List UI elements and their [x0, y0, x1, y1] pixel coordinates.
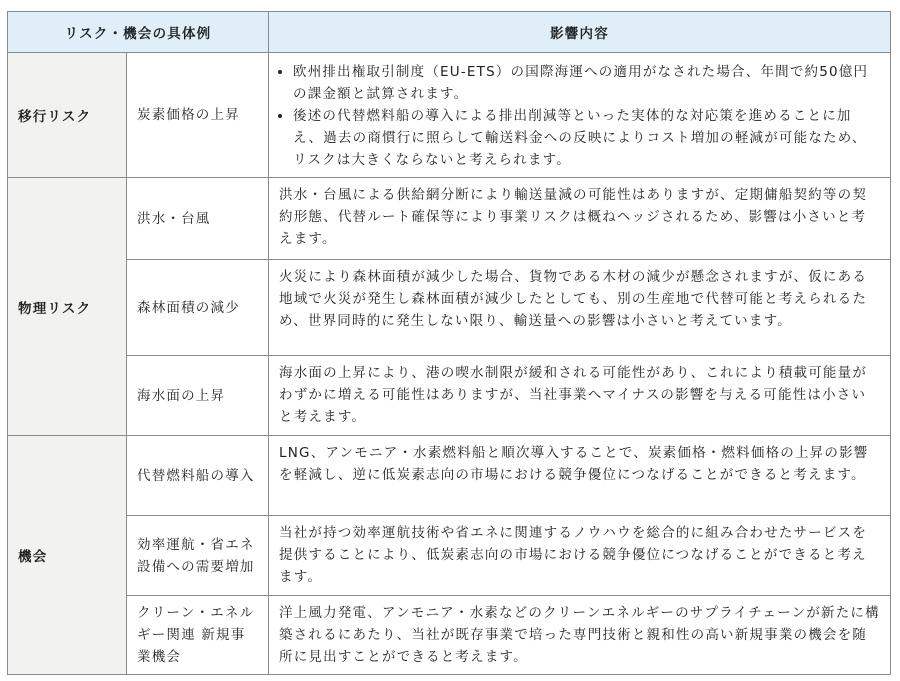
impact-text: 洪水・台風による供給網分断により輸送量減の可能性はありますが、定期傭船契約等の契約形態、代替ルート確保等により事業リスクは概ねヘッジされるため、影響は小さいと考えます。: [269, 178, 891, 260]
category-physical-risk: 物理リスク: [8, 178, 127, 436]
header-impact: 影響内容: [269, 12, 891, 53]
item-label: 森林面積の減少: [127, 260, 269, 356]
table-row: [8, 436, 891, 516]
impact-text: 火災により森林面積が減少した場合、貨物である木材の減少が懸念されますが、仮にある地域で火災が発生し森林面積が減少したとしても、別の生産地で代替可能と考えられるため、世界同時的に発生しない限り、輸送量への影響は小さいと考えています。: [269, 260, 891, 356]
item-label: 海水面の上昇: [127, 356, 269, 436]
table-row: [8, 516, 891, 596]
category-transition-risk: 移行リスク: [8, 53, 127, 178]
impact-bullet-list: [279, 61, 880, 171]
table-row: [8, 596, 891, 675]
table-header-row: [8, 12, 891, 53]
impact-text: LNG、アンモニア・水素燃料船と順次導入することで、炭素価格・燃料価格の上昇の影響を軽減し、逆に低炭素志向の市場における競争優位につなげることができると考えます。: [269, 436, 891, 516]
item-label: 炭素価格の上昇: [127, 53, 269, 178]
table-row: [8, 178, 891, 260]
table-row: [8, 260, 891, 356]
header-examples: リスク・機会の具体例: [8, 12, 269, 53]
impact-bullet: • 欧州排出権取引制度（EU-ETS）の国際海運への適用がなされた場合、年間で約50億円の課金額と試算されます。: [293, 61, 880, 105]
category-opportunity: 機会: [8, 436, 127, 675]
table-row: [8, 53, 891, 178]
table-row: [8, 356, 891, 436]
risk-opportunity-table: [7, 11, 891, 675]
impact-bullet: • 後述の代替燃料船の導入による排出削減等といった実体的な対応策を進めることに加え、過去の商慣行に照らして輸送料金への反映によりコスト増加の軽減が可能なため、リスクは大きくならないと考えられます。: [293, 105, 880, 171]
impact-text: 当社が持つ効率運航技術や省エネに関連するノウハウを総合的に組み合わせたサービスを提供することにより、低炭素志向の市場における競争優位につなげることができると考えます。: [269, 516, 891, 596]
impact-text: [269, 53, 891, 178]
impact-text: 洋上風力発電、アンモニア・水素などのクリーンエネルギーのサプライチェーンが新たに構築されるにあたり、当社が既存事業で培った専門技術と親和性の高い新規事業の機会を随所に見出すことができると考えます。: [269, 596, 891, 675]
item-label: 効率運航・省エネ設備への需要増加: [127, 516, 269, 596]
item-label: クリーン・エネルギー関連 新規事業機会: [127, 596, 269, 675]
item-label: 代替燃料船の導入: [127, 436, 269, 516]
impact-text: 海水面の上昇により、港の喫水制限が緩和される可能性があり、これにより積載可能量がわずかに増える可能性はありますが、当社事業へマイナスの影響を与える可能性は小さいと考えます。: [269, 356, 891, 436]
item-label: 洪水・台風: [127, 178, 269, 260]
